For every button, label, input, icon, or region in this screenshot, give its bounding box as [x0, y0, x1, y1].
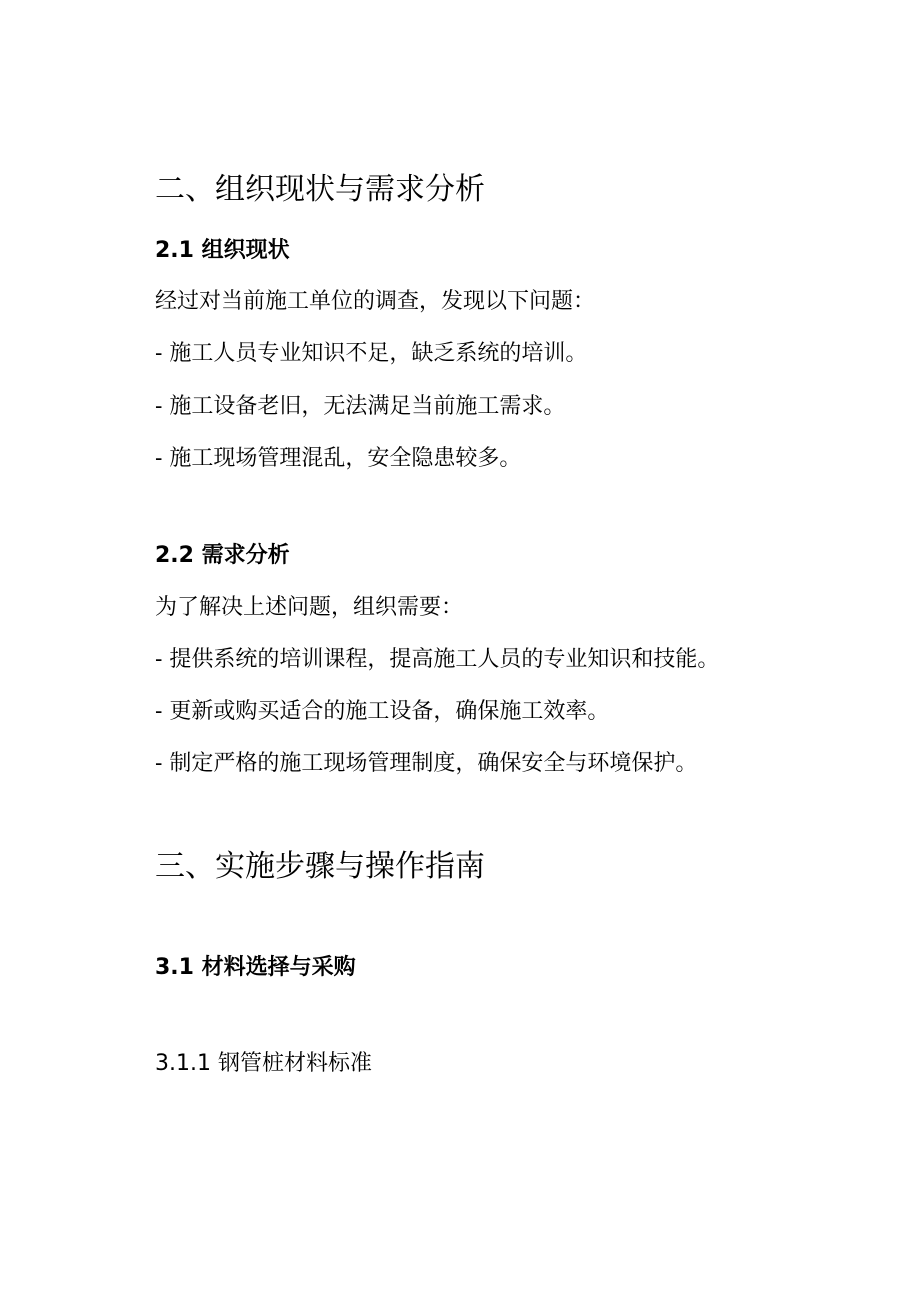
section-2-2-item-3: - 制定严格的施工现场管理制度，确保安全与环境保护。	[155, 751, 698, 776]
section-3-1-1-heading: 3.1.1 钢管桩材料标准	[155, 1051, 372, 1076]
section-2-1-intro: 经过对当前施工单位的调查，发现以下问题：	[155, 289, 596, 314]
section-2-1-heading: 2.1 组织现状	[155, 238, 290, 263]
section-3-1-heading: 3.1 材料选择与采购	[155, 955, 356, 980]
section-2-2-heading: 2.2 需求分析	[155, 543, 290, 568]
section-2-1-item-1: - 施工人员专业知识不足，缺乏系统的培训。	[155, 341, 588, 366]
section-3-heading: 三、实施步骤与操作指南	[155, 849, 485, 884]
section-2-1-item-3: - 施工现场管理混乱，安全隐患较多。	[155, 446, 522, 471]
section-2-1-item-2: - 施工设备老旧，无法满足当前施工需求。	[155, 394, 566, 419]
section-2-2-intro: 为了解决上述问题，组织需要：	[155, 595, 464, 620]
section-2-2-item-2: - 更新或购买适合的施工设备，确保施工效率。	[155, 699, 610, 724]
section-2-heading: 二、组织现状与需求分析	[155, 172, 485, 207]
section-2-2-item-1: - 提供系统的培训课程，提高施工人员的专业知识和技能。	[155, 647, 720, 672]
